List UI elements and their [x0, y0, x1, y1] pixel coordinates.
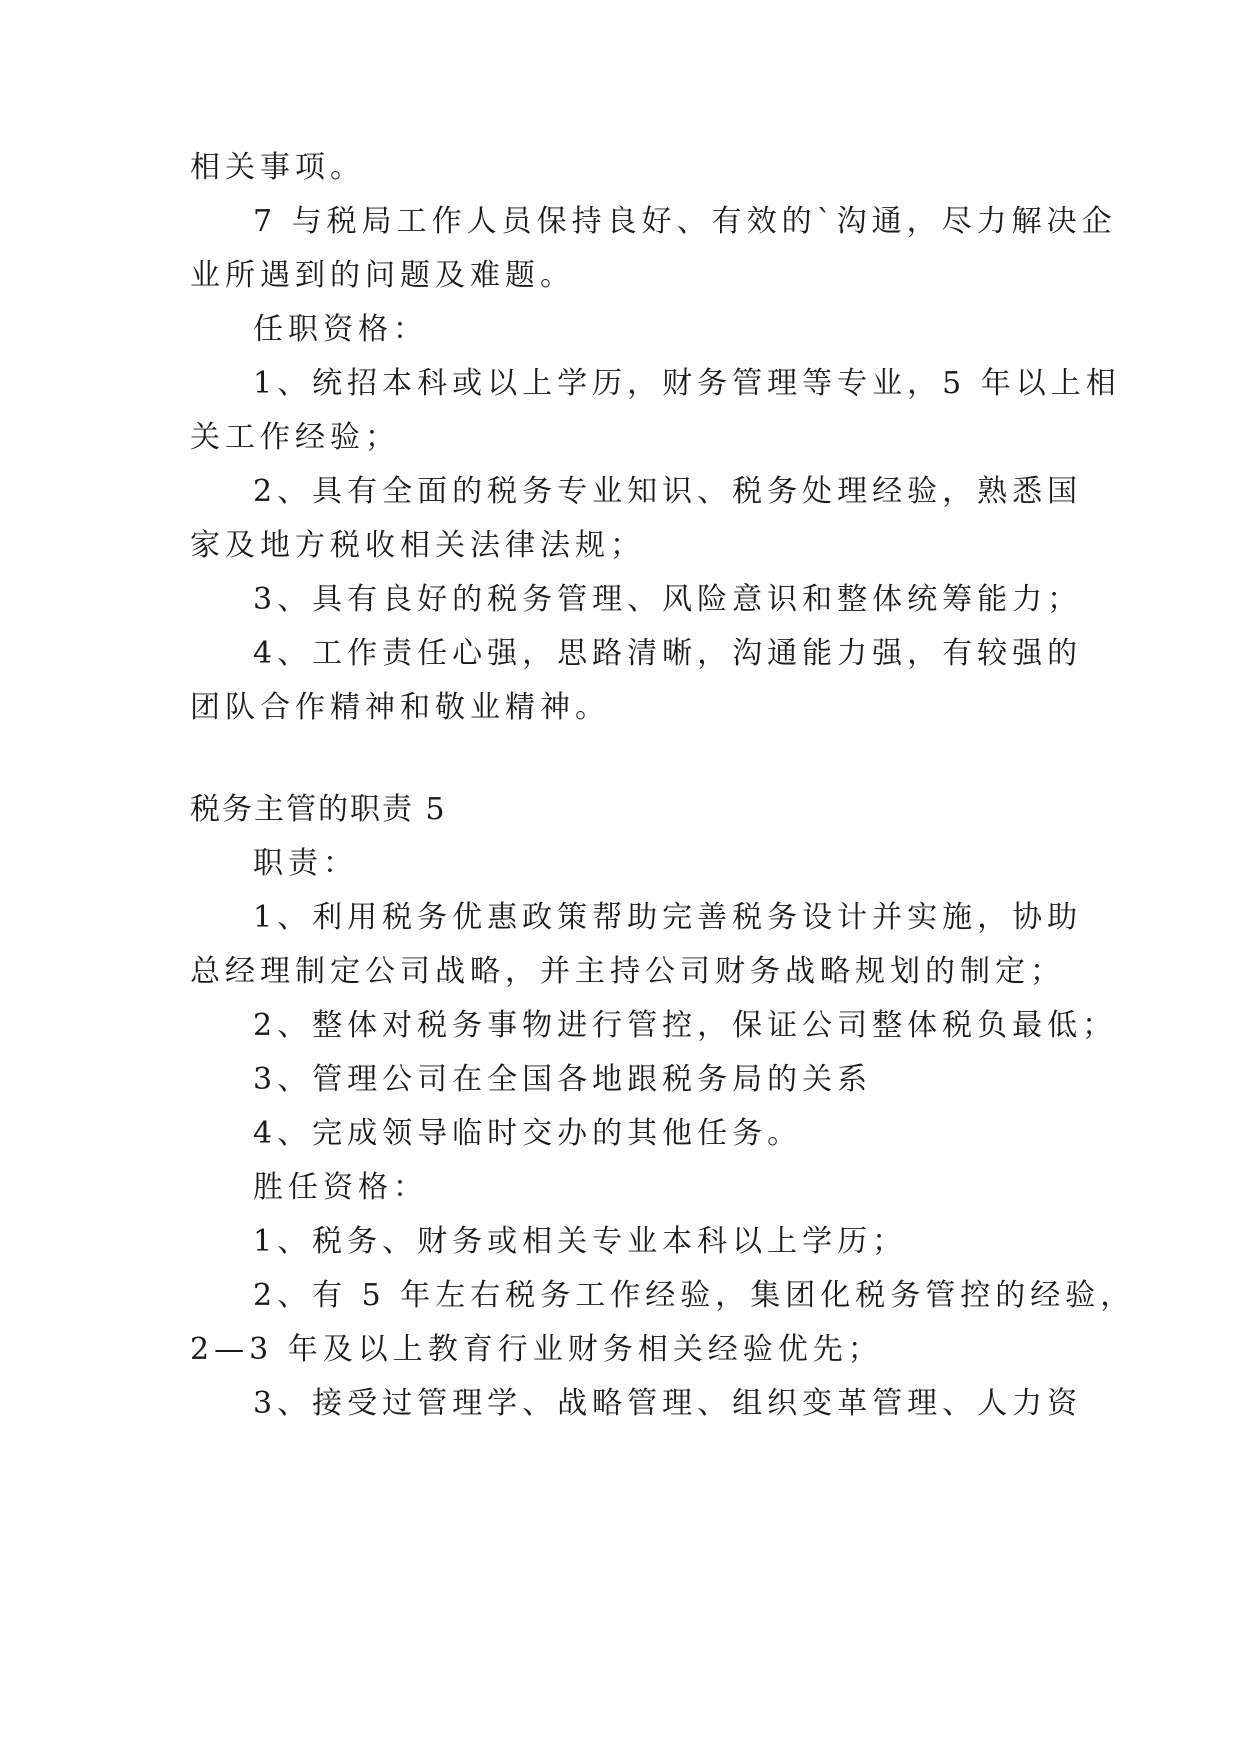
text-line: 关工作经验；: [190, 420, 400, 455]
text-line: 总经理制定公司战略，并主持公司财务战略规划的制定；: [190, 954, 1065, 989]
text-line: 2—3 年及以上教育行业财务相关经验优先；: [190, 1332, 883, 1367]
text-line: 4、完成领导临时交办的其他任务。: [253, 1116, 803, 1151]
text-line: 家及地方税收相关法律法规；: [190, 528, 645, 563]
text-line: 1、税务、财务或相关专业本科以上学历；: [253, 1224, 908, 1259]
text-line: 3、具有良好的税务管理、风险意识和整体统筹能力；: [253, 582, 1083, 617]
section-heading: 税务主管的职责 5: [190, 792, 447, 827]
section-label: 职责：: [253, 846, 358, 881]
text-line: 1、利用税务优惠政策帮助完善税务设计并实施，协助: [253, 900, 1083, 935]
text-line: 相关事项。: [190, 150, 365, 185]
section-label: 胜任资格：: [253, 1170, 428, 1205]
text-line: 团队合作精神和敬业精神。: [190, 690, 610, 725]
text-line: 2、有 5 年左右税务工作经验，集团化税务管控的经验，: [253, 1278, 1136, 1313]
text-line: 3、接受过管理学、战略管理、组织变革管理、人力资: [253, 1386, 1083, 1421]
section-label: 任职资格：: [253, 312, 428, 347]
text-line: 2、整体对税务事物进行管控，保证公司整体税负最低；: [253, 1008, 1118, 1043]
text-line: 7 与税局工作人员保持良好、有效的`沟通，尽力解决企: [253, 204, 1117, 239]
text-line: 4、工作责任心强，思路清晰，沟通能力强，有较强的: [253, 636, 1083, 671]
text-line: 1、统招本科或以上学历，财务管理等专业，5 年以上相: [253, 366, 1121, 401]
text-line: 3、管理公司在全国各地跟税务局的关系: [253, 1062, 873, 1097]
text-line: 业所遇到的问题及难题。: [190, 258, 575, 293]
text-line: 2、具有全面的税务专业知识、税务处理经验，熟悉国: [253, 474, 1083, 509]
